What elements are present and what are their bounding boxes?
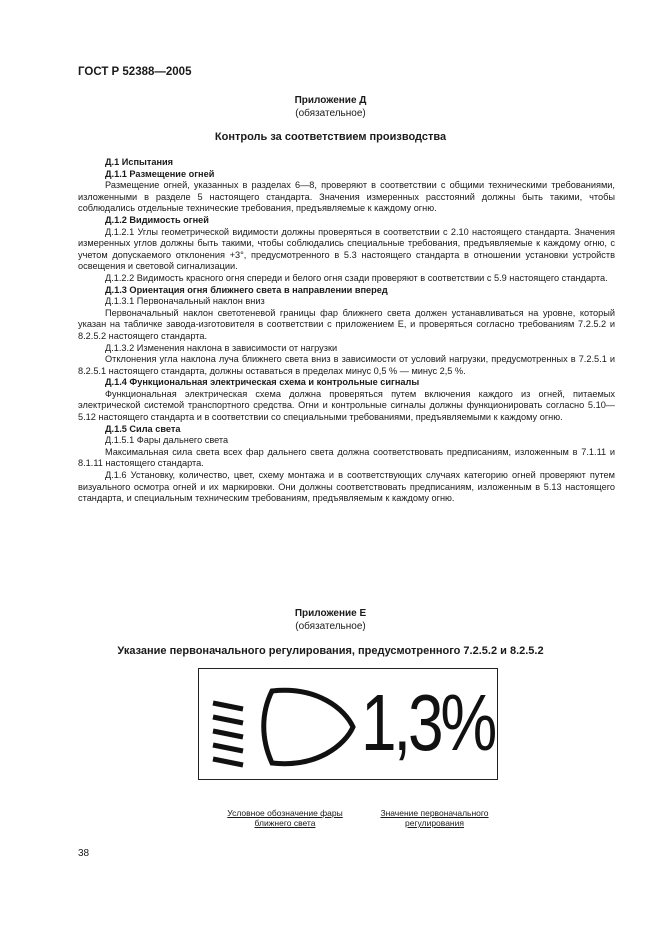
- section-d1: Д.1 Испытания: [105, 157, 174, 167]
- paragraph: Максимальная сила света всех фар дальнего света должна соответствовать предписаниям, изложенным в 7.1.11 и 8.1.11 настоящего стандарта.: [78, 446, 615, 469]
- paragraph: Д.1.2.1 Углы геометрической видимости должны проверяться в соответствии с 2.10 настоящего стандарта. Значения измеренных углов должны быть такими, чтобы соблюдались специальные требования, предъявляемые к каждому огню, с учетом допускаемого отклонения +3°, предусмотренного в 5.3 настоящего стандарта в отношении установки устройств освещения и световой сигнализации.: [78, 226, 615, 272]
- annex-e-title: Приложение Е: [294, 608, 367, 619]
- section-d11: Д.1.1 Размещение огней: [105, 168, 215, 179]
- paragraph: Функциональная электрическая схема должна проверяться путем включения каждого из огней, питаемых электрической системой транспортного средства. Огни и контрольные сигналы должны функционировать согласно 5.10—5.12 настоящего стандарта и в соответствии со специальными требованиями, предъявляемыми к каждому огню.: [78, 388, 615, 423]
- paragraph: Размещение огней, указанных в разделах 6—8, проверяют в соответствии с общими техническими требованиями, изложенными в разделе 5 настоящего стандарта. Значения измеренных расстояний должны быть такими, чтобы соблюдались отдельные технические требования, предъявляемые к каждому огню.: [78, 180, 615, 214]
- annex-d-body: [78, 157, 615, 505]
- section-d12: Д.1.2 Видимость огней: [105, 214, 209, 225]
- paragraph: Д.1.6 Установку, количество, цвет, схему монтажа и в соответствующих случаях категорию огней проверяют путем визуального осмотра огней и их маркировки. Они должны соответствовать предписаниям, изложенным в 5.13 настоящего стандарта, и специальным техническим требованиям, предъявляемым к каждому огню.: [78, 470, 615, 504]
- annex-d-title: Приложение Д: [294, 95, 367, 106]
- subsection-d131: Д.1.3.1 Первоначальный наклон вниз: [105, 296, 265, 307]
- paragraph: Д.1.2.2 Видимость красного огня спереди и белого огня сзади проверяют в соответствии с 5.9 настоящего стандарта.: [105, 272, 608, 283]
- annex-d-status: (обязательное): [295, 108, 366, 119]
- section-d13: Д.1.3 Ориентация огня ближнего света в направлении вперед: [105, 284, 388, 295]
- section-d15: Д.1.5 Сила света: [105, 423, 181, 434]
- subsection-d151: Д.1.5.1 Фары дальнего света: [105, 435, 229, 446]
- paragraph: Отклонения угла наклона луча ближнего света вниз в зависимости от условий нагрузки, предусмотренных в 7.2.5.1 и 8.2.5.1 настоящего стандарта, должны оставаться в пределах минус 0,5 % — минус 2,5 %.: [78, 354, 615, 376]
- annex-e-heading: Указание первоначального регулирования, предусмотренного 7.2.5.2 и 8.2.5.2: [117, 645, 544, 657]
- section-d14: Д.1.4 Функциональная электрическая схема и контрольные сигналы: [105, 377, 420, 388]
- aim-label-figure: [198, 668, 498, 780]
- caption-initial-aim: Значение первоначального регулирования: [380, 808, 489, 828]
- caption-headlamp-symbol: Условное обозначение фары ближнего света: [227, 808, 343, 828]
- paragraph: Первоначальный наклон светотеневой границы фар ближнего света должен устанавливаться на уровне, который указан на табличке завода-изготовителя в соответствии с приложением Е, и проверяться согласно требованиям 7.2.5.2 и 8.2.5.2 настоящего стандарта.: [78, 307, 615, 341]
- subsection-d132: Д.1.3.2 Изменения наклона в зависимости от нагрузки: [105, 342, 338, 353]
- annex-e-status: (обязательное): [295, 621, 366, 632]
- annex-d-heading: Контроль за соответствием производства: [214, 131, 447, 143]
- document-header: ГОСТ Р 52388—2005: [78, 66, 192, 78]
- initial-aim-value: 1,3%: [361, 678, 495, 767]
- page-number: 38: [78, 848, 90, 859]
